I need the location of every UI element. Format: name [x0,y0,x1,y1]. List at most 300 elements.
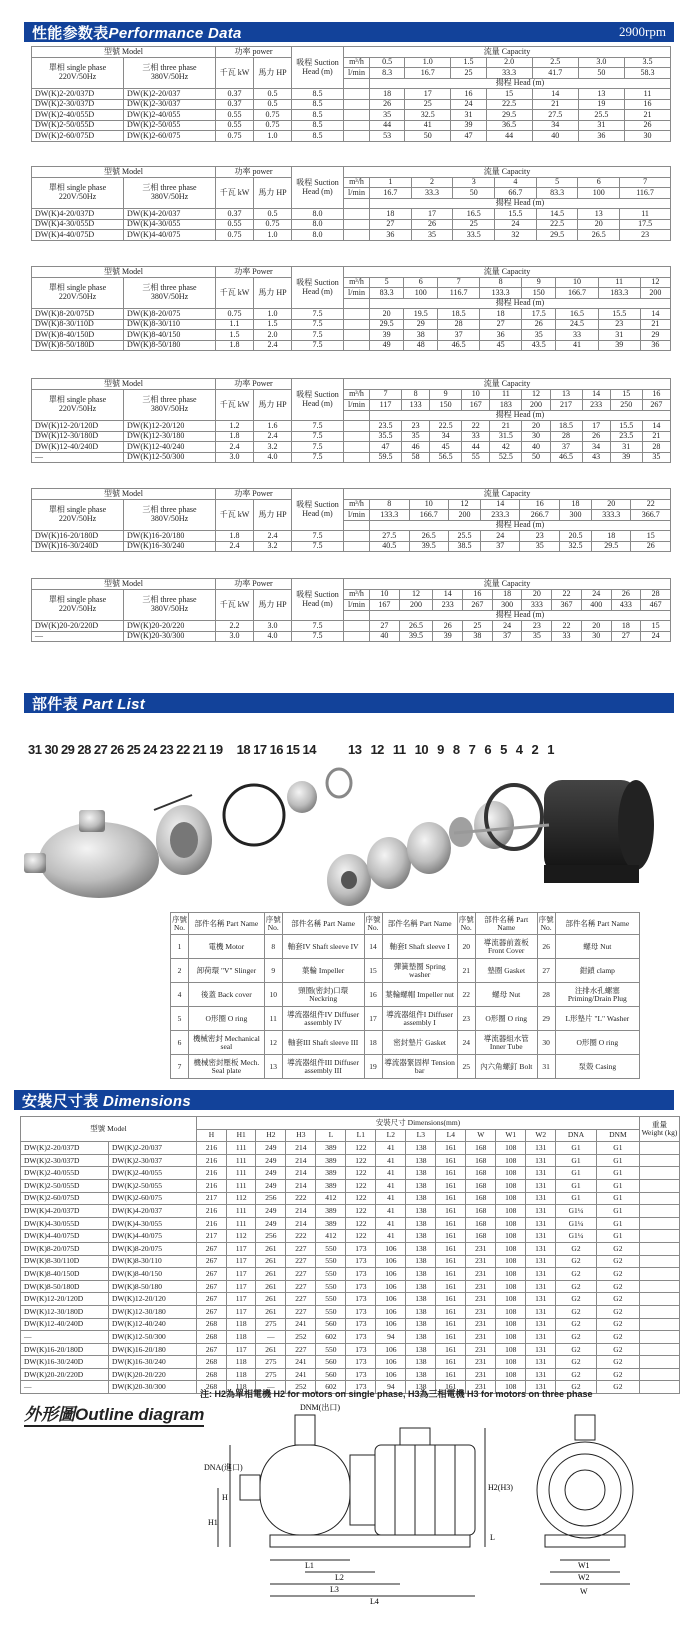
part-callout: 8 [452,742,460,757]
hp-value: 2.4 [254,531,292,542]
kw-value: 0.37 [216,89,254,100]
dimension-value: 231 [466,1242,496,1255]
head-value: 30 [624,131,670,142]
model-cell: DW(K)8-20/075D [21,1242,109,1255]
dimension-value: 161 [436,1230,466,1243]
table-row [32,131,671,142]
capacity-lmin-cell: 100 [578,188,620,199]
model-cell: DW(K)8-40/150D [21,1268,109,1281]
dimension-value: 168 [466,1217,496,1230]
dimension-value: 111 [226,1142,255,1155]
dimension-value: G1 [596,1192,639,1205]
dimension-value: 168 [466,1192,496,1205]
blank-cell [344,89,370,100]
head-value: 35 [401,431,429,442]
head-value: 31 [451,110,486,121]
three-phase-model: DW(K)4-40/075 [124,230,216,241]
part-callout: 21 [192,742,207,757]
head-value: 21 [642,431,670,442]
dimension-value: 108 [496,1192,526,1205]
dimension-value: 252 [286,1331,316,1344]
dimension-value: 227 [286,1280,316,1293]
kw-value: 0.37 [216,99,254,110]
dimension-value: G2 [596,1331,639,1344]
head-value: 59.5 [370,452,402,463]
capacity-lmin-cell: 133 [401,400,429,411]
head-value: 29 [404,319,438,330]
dimension-value: 560 [316,1318,346,1331]
model-cell: DW(K)2-30/037D [21,1154,109,1167]
suction-value: 7.5 [292,421,344,432]
capacity-m3h-cell: 12 [522,389,550,400]
l1-label: L1 [305,1561,314,1570]
dimension-value: 231 [466,1268,496,1281]
dimension-column-header: H2 [256,1129,286,1142]
capacity-m3h-cell: 6 [404,277,438,288]
power-header: 功率 Power [216,579,292,590]
dimension-value: 412 [316,1230,346,1243]
head-value: 23 [598,319,640,330]
dimension-value: 106 [376,1318,406,1331]
part-number: 29 [537,1007,555,1031]
head-value: 11 [624,89,670,100]
model-cell: DW(K)8-20/075 [109,1242,197,1255]
dimension-value: 138 [406,1230,436,1243]
capacity-lmin-cell: 100 [404,288,438,299]
dimension-value: 161 [436,1331,466,1344]
suction-value: 8.5 [292,89,344,100]
blank-cell [344,340,370,351]
head-value: 43.5 [522,340,556,351]
dimension-value: 267 [197,1293,227,1306]
head-value: 22 [552,621,582,632]
capacity-lmin-cell: 83.3 [370,288,404,299]
model-cell: DW(K)16-30/240D [21,1356,109,1369]
m3h-unit: m³/h [344,177,370,188]
head-value: 29 [640,330,670,341]
dimension-value: G1 [596,1217,639,1230]
table-row [21,1154,680,1167]
capacity-lmin-cell: 133.3 [370,510,410,521]
dimension-value: 267 [197,1255,227,1268]
model-cell: DW(K)2-20/037 [109,1142,197,1155]
dimension-value: 138 [406,1205,436,1218]
dimension-value: 231 [466,1331,496,1344]
capacity-m3h-cell: 8 [479,277,521,288]
dimension-value: 550 [316,1293,346,1306]
capacity-lmin-cell: 116.7 [438,288,480,299]
capacity-lmin-cell: 333 [522,600,552,611]
head-value: 43 [582,452,610,463]
single-phase-model: DW(K)4-40/075D [32,230,124,241]
hp-value: 3.2 [254,541,292,552]
performance-block [31,578,671,642]
head-value: 36 [479,330,521,341]
head-value: 23 [401,421,429,432]
head-value: 18 [611,621,641,632]
head-header: 揚程 Head (m) [370,410,671,421]
head-value: 38.5 [449,541,481,552]
dimension-value: 108 [496,1280,526,1293]
blank-cell [344,209,370,220]
dimension-value: 138 [406,1305,436,1318]
capacity-m3h-cell: 7 [438,277,480,288]
head-value: 35 [411,230,453,241]
model-cell: DW(K)8-30/110 [109,1255,197,1268]
model-cell: DW(K)16-20/180D [21,1343,109,1356]
dimension-value: 227 [286,1293,316,1306]
suction-value: 7.5 [292,621,344,632]
dimension-value: 267 [197,1343,227,1356]
dimension-value: 94 [376,1331,406,1344]
dimension-value: 216 [197,1142,227,1155]
capacity-m3h-cell: 8 [370,499,410,510]
table-row [32,621,671,632]
no-header: 序號 No. [537,913,555,935]
head-header: 揚程 Head (m) [370,198,671,209]
blank-cell [344,99,370,110]
part-name: 機械密封 Mechanical seal [189,1031,265,1055]
capacity-lmin-cell: 266.7 [520,510,560,521]
head-value: 14 [640,309,670,320]
head-value: 15.5 [598,309,640,320]
suction-value: 7.5 [292,330,344,341]
dimension-value: 111 [226,1154,255,1167]
dimension-value: 106 [376,1356,406,1369]
head-value: 38 [404,330,438,341]
hp-value: 2.4 [254,431,292,442]
outline-diagram [200,1400,670,1645]
dimension-value: 106 [376,1255,406,1268]
kw-value: 1.8 [216,431,254,442]
part-name: 葉輪螺帽 Impeller nut [382,983,457,1007]
head-value: 42 [490,442,522,453]
dimension-value: 131 [526,1343,556,1356]
head-value: 37 [480,541,520,552]
blank-cell [344,531,370,542]
dimension-value: G2 [556,1368,597,1381]
kw-value: 1.8 [216,340,254,351]
dimension-value: 249 [256,1142,286,1155]
model-cell: DW(K)12-30/180 [109,1305,197,1318]
three-phase-model: DW(K)8-30/110 [124,319,216,330]
model-cell: DW(K)2-20/037D [21,1142,109,1155]
dimension-value: 161 [436,1381,466,1394]
head-value: 36 [640,340,670,351]
dimension-value: 231 [466,1318,496,1331]
single-phase-header: 單相 single phase 220V/50Hz [32,177,124,209]
part-name: O形圈 O ring [475,1007,537,1031]
head-value: 26 [631,541,671,552]
head-value: 40.5 [370,541,410,552]
head-value: 26 [582,431,610,442]
capacity-m3h-cell: 5 [536,177,578,188]
single-phase-header: 單相 single phase 220V/50Hz [32,277,124,309]
dimension-value: 131 [526,1179,556,1192]
dimension-value: 161 [436,1154,466,1167]
part-callout: 27 [93,742,108,757]
dimension-value: 117 [226,1280,255,1293]
weight-value [640,1255,680,1268]
part-callout: 31 [28,742,42,757]
part-number: 14 [364,935,382,959]
dimension-value: G2 [556,1318,597,1331]
dimension-value: 261 [256,1293,286,1306]
dimension-value: 131 [526,1331,556,1344]
dimension-value: 161 [436,1280,466,1293]
model-cell: DW(K)4-30/055D [21,1217,109,1230]
head-value: 20 [522,421,550,432]
dimension-value: 173 [346,1280,376,1293]
dimension-value: 131 [526,1293,556,1306]
suction-value: 7.5 [292,340,344,351]
dimension-value: 231 [466,1356,496,1369]
capacity-m3h-cell: 9 [430,389,462,400]
part-name: 導流器前蓋板 Front Cover [475,935,537,959]
outline-title-en: Outline diagram [75,1405,205,1424]
head-value: 29.5 [591,541,631,552]
part-name: 螺母 Nut [555,935,639,959]
part-callout: 11 [392,742,406,757]
dimension-value: 108 [496,1368,526,1381]
capacity-m3h-cell: 13 [550,389,582,400]
part-name: 注排水孔螺塞 Priming/Drain Plug [555,983,639,1007]
table-row [21,1242,680,1255]
head-value: 45 [479,340,521,351]
dimension-column-header: L2 [376,1129,406,1142]
dimension-value: 161 [436,1179,466,1192]
kw-header: 千瓦 kW [216,57,254,89]
head-value: 27.5 [370,531,410,542]
dimension-value: 131 [526,1356,556,1369]
dimension-value: 267 [197,1268,227,1281]
kw-value: 1.2 [216,421,254,432]
single-phase-model: DW(K)4-30/055D [32,219,124,230]
single-phase-model: — [32,631,124,642]
capacity-lmin-cell: 200 [522,400,550,411]
dimension-value: G2 [556,1305,597,1318]
capacity-lmin-cell: 50 [578,68,624,79]
head-value: 26 [411,219,453,230]
capacity-m3h-cell: 3.5 [624,57,670,68]
hp-value: 0.5 [254,209,292,220]
head-value: 13 [578,209,620,220]
head-value: 31 [598,330,640,341]
dimension-value: 261 [256,1268,286,1281]
part-name: 螺母 Nut [475,983,537,1007]
hp-value: 1.0 [254,309,292,320]
dimension-value: 261 [256,1242,286,1255]
hp-value: 3.0 [254,621,292,632]
dimension-value: 117 [226,1293,255,1306]
table-row [21,1293,680,1306]
dimension-value: 227 [286,1305,316,1318]
dimension-value: 138 [406,1381,436,1394]
l3-label: L3 [330,1585,339,1594]
part-name-header: 部件名稱 Part Name [282,913,364,935]
part-callout: 28 [77,742,91,757]
head-value: 34 [532,120,578,131]
head-value: 15 [486,89,532,100]
capacity-header: 流量 Capacity [344,579,671,590]
dimension-value: 122 [346,1217,376,1230]
capacity-m3h-cell: 12 [399,589,433,600]
model-cell: DW(K)20-30/300 [109,1381,197,1394]
dimension-value: 214 [286,1167,316,1180]
head-value: 53 [370,131,405,142]
dimension-value: 108 [496,1356,526,1369]
dimension-value: 161 [436,1343,466,1356]
weight-value [640,1192,680,1205]
capacity-lmin-cell: 166.7 [556,288,598,299]
dimension-value: 106 [376,1242,406,1255]
dimension-value: 118 [226,1368,255,1381]
single-phase-header: 單相 single phase 220V/50Hz [32,589,124,621]
head-value: 40 [370,631,400,642]
head-value: 16.5 [453,209,495,220]
head-value: 15.5 [495,209,537,220]
head-value: 15.5 [610,421,642,432]
dimension-value: 267 [197,1305,227,1318]
dimension-value: 222 [286,1192,316,1205]
capacity-m3h-cell: 4 [495,177,537,188]
dimension-column-header: DNM [596,1129,639,1142]
capacity-lmin-cell: 41.7 [532,68,578,79]
head-value: 21 [624,110,670,121]
capacity-header: 流量 Capacity [344,379,671,390]
capacity-m3h-cell: 11 [598,277,640,288]
hp-header: 馬力 HP [254,389,292,421]
dimension-value: 118 [226,1356,255,1369]
single-phase-model: DW(K)2-30/037D [32,99,124,110]
dimension-value: 138 [406,1268,436,1281]
kw-header: 千瓦 kW [216,177,254,209]
capacity-header: 流量 Capacity [344,267,671,278]
dimension-value: 602 [316,1331,346,1344]
weight-value [640,1242,680,1255]
dimension-value: 389 [316,1179,346,1192]
dimension-value: 168 [466,1167,496,1180]
kw-value: 0.55 [216,120,254,131]
blank-cell [344,431,370,442]
head-value: 40 [522,442,550,453]
part-name: 電機 Motor [189,935,265,959]
dimension-value: 173 [346,1356,376,1369]
head-value: 14.5 [536,209,578,220]
head-value: 18 [370,209,412,220]
table-row [171,935,640,959]
dimension-value: 268 [197,1356,227,1369]
capacity-m3h-cell: 18 [559,499,591,510]
dimension-value: 217 [197,1230,227,1243]
hp-value: 1.6 [254,421,292,432]
dimension-value: G2 [596,1268,639,1281]
head-value: 25.5 [578,110,624,121]
three-phase-model: DW(K)12-40/240 [124,442,216,453]
no-header: 序號 No. [364,913,382,935]
model-cell: DW(K)4-20/037D [21,1205,109,1218]
blank-cell [344,621,370,632]
hp-value: 0.75 [254,120,292,131]
table-row [21,1343,680,1356]
dimension-value: 168 [466,1142,496,1155]
capacity-lmin-cell: 333.3 [591,510,631,521]
table-row [21,1142,680,1155]
dimension-value: 94 [376,1381,406,1394]
single-phase-model: — [32,452,124,463]
capacity-lmin-cell: 167 [462,400,490,411]
blank-cell [344,319,370,330]
model-cell: DW(K)8-40/150 [109,1268,197,1281]
head-value: 34 [582,442,610,453]
dimension-value: 161 [436,1356,466,1369]
head-value: 35 [522,631,552,642]
capacity-m3h-cell: 14 [433,589,463,600]
table-row [21,1230,680,1243]
capacity-m3h-cell: 1 [370,177,412,188]
kw-value: 0.37 [216,209,254,220]
dimension-column-header: H1 [226,1129,255,1142]
dimension-column-header: L4 [436,1129,466,1142]
part-callout: 30 [44,742,58,757]
dimension-value: 602 [316,1381,346,1394]
head-value: 16 [451,89,486,100]
table-row [32,442,671,453]
part-name-header: 部件名稱 Part Name [189,913,265,935]
head-value: 26 [370,99,405,110]
dimension-value: 161 [436,1167,466,1180]
performance-banner [24,22,674,42]
part-number: 18 [364,1031,382,1055]
head-value: 23.5 [610,431,642,442]
capacity-m3h-cell: 16 [520,499,560,510]
dimension-value: 138 [406,1167,436,1180]
capacity-lmin-cell: 150 [430,400,462,411]
capacity-m3h-cell: 28 [641,589,671,600]
head-value: 39 [433,631,463,642]
model-cell: DW(K)20-20/220D [21,1368,109,1381]
capacity-m3h-cell: 12 [449,499,481,510]
dimension-value: 106 [376,1280,406,1293]
power-header: 功率 Power [216,489,292,500]
l2-label: L2 [335,1573,344,1582]
capacity-m3h-cell: 0.5 [370,57,405,68]
head-value: 26.5 [578,230,620,241]
head-value: 35 [522,330,556,341]
dimension-value: 117 [226,1343,255,1356]
head-value: 24 [492,621,522,632]
model-cell: DW(K)2-40/055D [21,1167,109,1180]
dimensions-note: 注: H2為單相電機 H2 for motors on single phase, H3為三相電機 H3 for motors on three phase [200,1389,593,1399]
blank-cell [344,631,370,642]
table-row [21,1368,680,1381]
head-value: 17 [405,89,451,100]
head-value: 39 [451,120,486,131]
dimension-value: 231 [466,1305,496,1318]
part-name-header: 部件名稱 Part Name [475,913,537,935]
blank-cell [344,520,370,531]
dimension-value: G2 [596,1368,639,1381]
part-callout: 24 [143,742,157,757]
kw-value: 0.75 [216,230,254,241]
hp-value: 2.0 [254,330,292,341]
head-value: 27 [370,219,412,230]
dimension-value: 268 [197,1381,227,1394]
dimension-value: 275 [256,1356,286,1369]
dimension-value: 249 [256,1205,286,1218]
partlist-title-en: Part List [82,695,146,713]
kw-value: 0.75 [216,309,254,320]
